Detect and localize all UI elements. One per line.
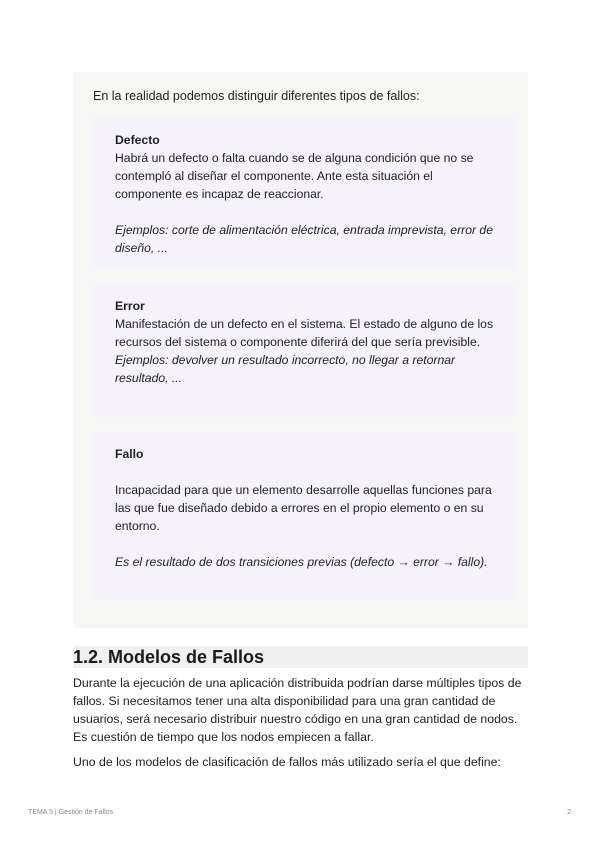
defecto-box: [93, 117, 516, 269]
callout-intro: En la realidad podemos distinguir diferentes tipos de fallos:: [93, 89, 420, 103]
page-number: 2: [567, 809, 571, 816]
fallo-title: Fallo: [115, 447, 144, 461]
section-heading: 1.2. Modelos de Fallos: [73, 647, 265, 667]
footer-topic: TEMA 5 | Gestión de Fallos: [28, 809, 114, 816]
defecto-title: Defecto: [115, 133, 160, 147]
defecto-example: Ejemplos: corte de alimentación eléctrica, entrada imprevista, error de diseño, ...: [115, 223, 493, 255]
section-heading-bar: [73, 646, 528, 668]
error-body: Manifestación de un defecto en el sistema. El estado de alguno de los recursos del sistema o componente diferirá del que sería previsible.: [115, 317, 494, 349]
section-paragraph-1: Durante la ejecución de una aplicación distribuida podrían darse múltiples tipos de fallos. Si necesitamos tener una alta disponibilidad para una gran cantidad de usuarios, será necesario distribuir nuestro código en una gran cantidad de nodos. Es cuestión de tiempo que los nodos empiecen a fallar.: [73, 676, 522, 744]
fallo-body: Incapacidad para que un elemento desarrolle aquellas funciones para las que fue diseñado debido a errores en el propio elemento o en su entorno.: [115, 483, 492, 533]
section-paragraph-2: Uno de los modelos de clasificación de fallos más utilizado sería el que define:: [73, 755, 501, 769]
error-title: Error: [115, 299, 145, 313]
fallo-example: Es el resultado de dos transiciones previas (defecto → error → fallo).: [115, 555, 488, 569]
fault-types-callout: [73, 72, 528, 628]
fallo-box: [93, 432, 516, 600]
error-example: Ejemplos: devolver un resultado incorrecto, no llegar a retornar resultado, ...: [115, 353, 456, 385]
defecto-body: Habrá un defecto o falta cuando se de alguna condición que no se contempló al diseñar el componente. Ante esta situación el componente es incapaz de reaccionar.: [115, 151, 474, 201]
error-box: [93, 284, 516, 417]
